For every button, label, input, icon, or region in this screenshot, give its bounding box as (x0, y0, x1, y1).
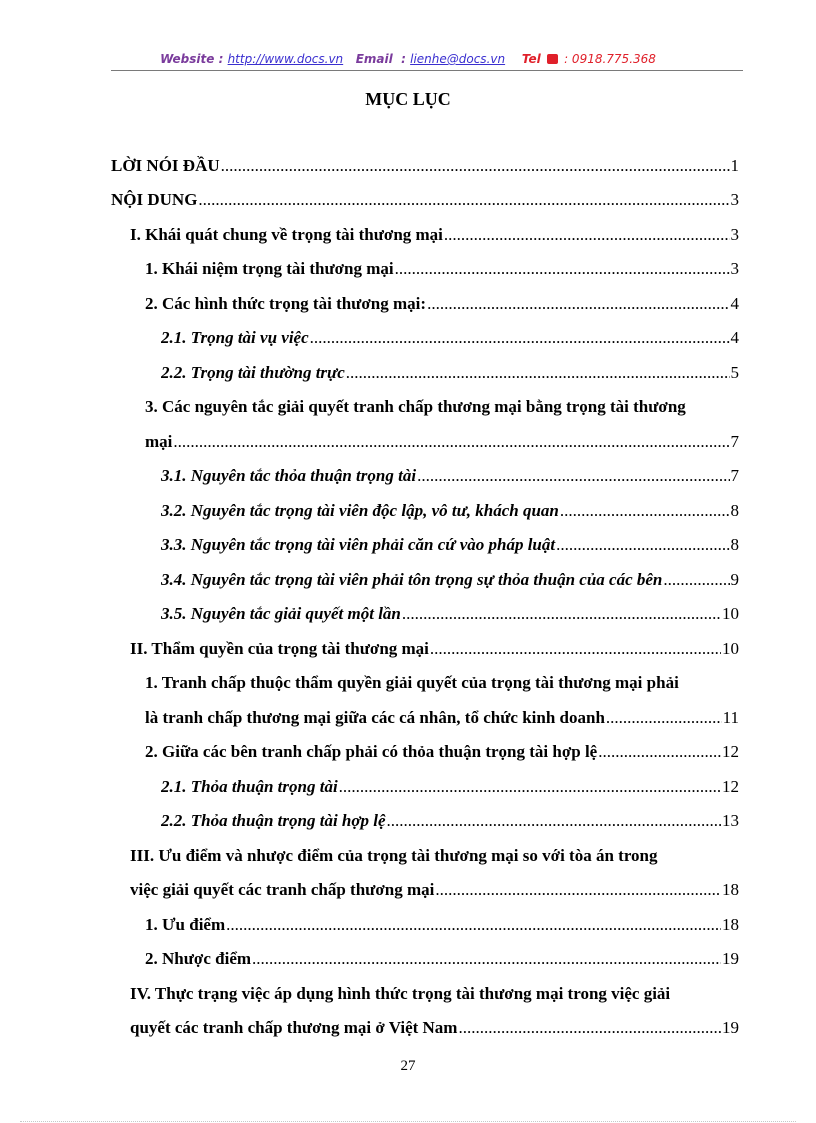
toc-leader (346, 363, 730, 383)
toc-leader (663, 570, 729, 590)
email-label: Email (355, 52, 393, 66)
tel-number: : 0918.775.368 (564, 52, 656, 66)
toc-entry[interactable] (130, 880, 739, 904)
toc-page: 18 (722, 880, 739, 899)
toc-entry-text: 2. Nhược điểm (145, 949, 252, 968)
toc-leader (556, 535, 729, 555)
toc-entry-text: việc giải quyết các tranh chấp thương mại (130, 880, 435, 899)
toc-entry-line1[interactable]: 3. Các nguyên tắc giải quyết tranh chấp thương mại bằng trọng tài thương (145, 397, 686, 416)
toc-page: 12 (722, 742, 739, 761)
toc-leader (395, 259, 730, 279)
email-separator: : (401, 52, 406, 66)
toc-entry[interactable] (111, 190, 739, 214)
toc-leader (444, 225, 730, 245)
toc-entry-text: 2. Giữa các bên tranh chấp phải có thỏa thuận trọng tài hợp lệ (145, 742, 598, 761)
toc-entry[interactable] (161, 363, 739, 387)
toc-entry-text: 1. Khái niệm trọng tài thương mại (145, 259, 394, 278)
toc-page: 7 (730, 466, 739, 485)
toc-leader (435, 880, 721, 900)
toc-page: 7 (730, 432, 739, 451)
toc-leader (402, 604, 721, 624)
toc-page: 10 (722, 604, 739, 623)
toc-leader (252, 949, 721, 969)
toc-entry-text: 3.4. Nguyên tắc trọng tài viên phải tôn trọng sự thỏa thuận của các bên (161, 570, 663, 589)
toc-entry-text: là tranh chấp thương mại giữa các cá nhân, tổ chức kinh doanh (145, 708, 605, 727)
toc-entry[interactable] (161, 535, 739, 559)
toc-page: 4 (730, 294, 739, 313)
toc-page: 8 (730, 501, 739, 520)
toc-entry-text: 3.3. Nguyên tắc trọng tài viên phải căn cứ vào pháp luật (161, 535, 556, 554)
toc-entry[interactable] (130, 225, 739, 249)
toc-page: 3 (730, 225, 739, 244)
toc-page: 8 (730, 535, 739, 554)
page-bottom-edge (20, 1121, 796, 1122)
toc-entry[interactable] (145, 432, 739, 456)
toc-leader (387, 811, 721, 831)
toc-entry[interactable] (161, 501, 739, 525)
page-title: MỤC LỤC (365, 89, 451, 109)
page-number: 27 (400, 1058, 416, 1074)
toc-entry-text: quyết các tranh chấp thương mại ở Việt Nam (130, 1018, 458, 1037)
tel-label: Tel (521, 52, 541, 66)
toc-page: 12 (722, 777, 739, 796)
toc-entry-line1[interactable]: III. Ưu điểm và nhược điểm của trọng tài thương mại so với tòa án trong (130, 846, 658, 865)
toc-entry-text: 2.1. Trọng tài vụ việc (161, 328, 309, 347)
toc-page: 13 (722, 811, 739, 830)
toc-leader (430, 639, 721, 659)
toc-leader (310, 328, 730, 348)
toc-entry-text: 3.2. Nguyên tắc trọng tài viên độc lập, vô tư, khách quan (161, 501, 559, 520)
toc-leader (560, 501, 730, 521)
toc-entry-text: II. Thẩm quyền của trọng tài thương mại (130, 639, 429, 658)
toc-entry[interactable] (161, 570, 739, 594)
toc-entry[interactable] (130, 1018, 739, 1042)
toc-leader (221, 156, 730, 176)
toc-entry[interactable] (145, 915, 739, 939)
toc-entry-text: I. Khái quát chung về trọng tài thương mại (130, 225, 443, 244)
toc-entry[interactable] (161, 328, 739, 352)
toc-page: 10 (722, 639, 739, 658)
toc-leader (458, 1018, 721, 1038)
toc-leader (226, 915, 721, 935)
toc-page: 19 (722, 1018, 739, 1037)
toc-entry-text: 1. Ưu điểm (145, 915, 226, 934)
toc-page: 3 (730, 190, 739, 209)
toc-entry[interactable] (130, 639, 739, 663)
toc-entry[interactable] (145, 949, 739, 973)
website-label: Website : (160, 52, 224, 66)
toc-entry[interactable] (145, 294, 739, 318)
toc-entry[interactable] (161, 777, 739, 801)
toc-leader (427, 294, 729, 314)
toc-entry-text: 2.2. Thỏa thuận trọng tài hợp lệ (161, 811, 386, 830)
toc-entry[interactable] (145, 259, 739, 283)
toc-entry-line1[interactable]: 1. Tranh chấp thuộc thẩm quyền giải quyết của trọng tài thương mại phải (145, 673, 679, 692)
toc-entry-text: 2. Các hình thức trọng tài thương mại: (145, 294, 427, 313)
toc-leader (598, 742, 721, 762)
toc-leader (173, 432, 729, 452)
toc-page: 18 (722, 915, 739, 934)
toc-leader (198, 190, 729, 210)
toc-page: 9 (730, 570, 739, 589)
toc-entry-text: 3.1. Nguyên tắc thỏa thuận trọng tài (161, 466, 417, 485)
page-header (0, 52, 816, 66)
toc-page: 19 (722, 949, 739, 968)
toc-page: 3 (730, 259, 739, 278)
toc-entry[interactable] (161, 466, 739, 490)
toc-entry[interactable] (145, 708, 739, 732)
toc-entry[interactable] (161, 811, 739, 835)
toc-page: 11 (722, 708, 739, 727)
toc-leader (339, 777, 721, 797)
toc-entry-text: NỘI DUNG (111, 190, 198, 209)
toc-entry-text: mại (145, 432, 173, 451)
toc-leader (417, 466, 729, 486)
toc-leader (606, 708, 722, 728)
toc-entry[interactable] (161, 604, 739, 628)
website-link[interactable]: http://www.docs.vn (227, 52, 344, 66)
toc-entry-text: 2.1. Thỏa thuận trọng tài (161, 777, 338, 796)
telephone-icon (547, 54, 558, 64)
toc-entry-text: LỜI NÓI ĐẦU (111, 156, 220, 175)
toc-page: 1 (730, 156, 739, 175)
toc-entry[interactable] (145, 742, 739, 766)
header-divider (111, 70, 743, 71)
toc-entry-text: 2.2. Trọng tài thường trực (161, 363, 345, 382)
toc-page: 5 (730, 363, 739, 382)
email-link[interactable]: lienhe@docs.vn (410, 52, 506, 66)
toc-entry-line1[interactable]: IV. Thực trạng việc áp dụng hình thức trọng tài thương mại trong việc giải (130, 984, 671, 1003)
toc-page: 4 (730, 328, 739, 347)
toc-entry[interactable] (111, 156, 739, 180)
toc-entry-text: 3.5. Nguyên tắc giải quyết một lần (161, 604, 401, 623)
